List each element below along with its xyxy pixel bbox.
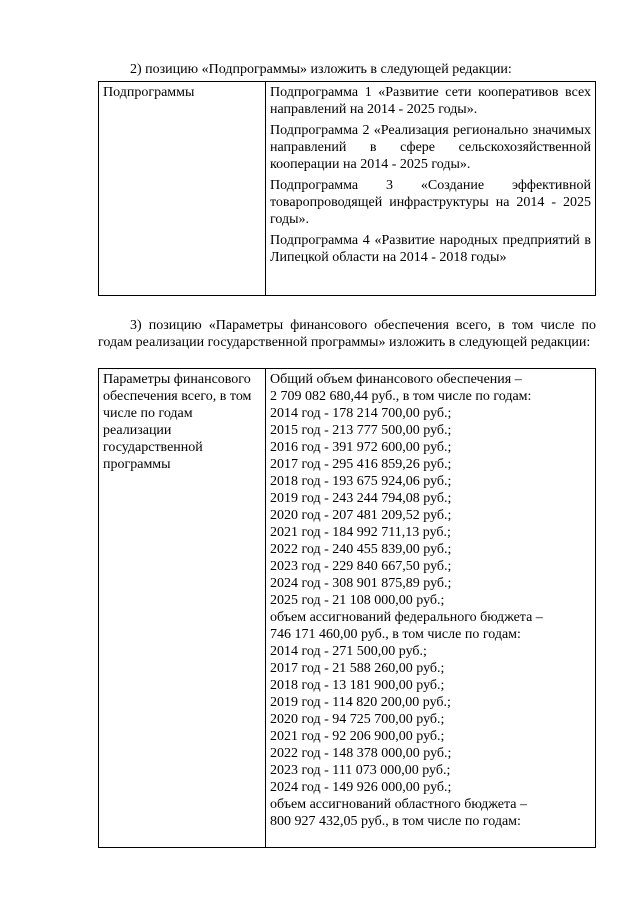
financing-details: [266, 369, 596, 848]
financing-line: 2024 год - 149 926 000,00 руб.;: [270, 780, 452, 795]
subprograms-list: [266, 82, 596, 296]
financing-line: 2024 год - 308 901 875,89 руб.;: [270, 576, 452, 591]
financing-line: 2014 год - 178 214 700,00 руб.;: [270, 406, 452, 421]
financing-label: Параметры финансового обеспечения всего, в том числе по годам реализации государственной программы: [99, 369, 266, 848]
financing-line: 2017 год - 295 416 859,26 руб.;: [270, 457, 452, 472]
financing-line: 2022 год - 148 378 000,00 руб.;: [270, 746, 452, 761]
financing-table: [98, 368, 596, 848]
paragraph-item-2: 2) позицию «Подпрограммы» изложить в следующей редакции:: [130, 62, 512, 77]
financing-line: 2018 год - 13 181 900,00 руб.;: [270, 678, 445, 693]
table-row: [99, 369, 596, 848]
subprogram-entry-3: Подпрограмма 3 «Создание эффективной товаропроводящей инфраструктуры на 2014 - 2025 годы».: [270, 178, 591, 227]
financing-line: 2020 год - 207 481 209,52 руб.;: [270, 508, 452, 523]
financing-line: 2016 год - 391 972 600,00 руб.;: [270, 440, 452, 455]
financing-line: 2020 год - 94 725 700,00 руб.;: [270, 712, 445, 727]
financing-line: 2022 год - 240 455 839,00 руб.;: [270, 542, 452, 557]
financing-line: 2019 год - 114 820 200,00 руб.;: [270, 695, 451, 710]
subprogram-entry-4: Подпрограмма 4 «Развитие народных предприятий в Липецкой области на 2014 - 2018 годы»: [270, 233, 591, 265]
financing-line: 2019 год - 243 244 794,08 руб.;: [270, 491, 452, 506]
financing-line: Общий объем финансового обеспечения –: [270, 372, 522, 387]
subprograms-table: [98, 81, 596, 296]
financing-line: объем ассигнований федерального бюджета –: [270, 610, 543, 625]
financing-line: 2021 год - 184 992 711,13 руб.;: [270, 525, 451, 540]
paragraph-item-3: 3) позицию «Параметры финансового обеспечения всего, в том числе по годам реализации государственной программы» изложить в следующей редакции:: [98, 318, 596, 350]
financing-line: объем ассигнований областного бюджета –: [270, 797, 527, 812]
subprogram-entry-1: Подпрограмма 1 «Развитие сети кооперативов всех направлений на 2014 - 2025 годы».: [270, 85, 591, 117]
financing-line: 2014 год - 271 500,00 руб.;: [270, 644, 427, 659]
financing-line: 2021 год - 92 206 900,00 руб.;: [270, 729, 445, 744]
financing-line: 746 171 460,00 руб., в том числе по годам:: [270, 627, 521, 642]
financing-line: 2 709 082 680,44 руб., в том числе по годам:: [270, 389, 532, 404]
financing-line: 800 927 432,05 руб., в том числе по годам:: [270, 814, 521, 829]
financing-line: 2023 год - 111 073 000,00 руб.;: [270, 763, 451, 778]
table-row: [99, 82, 596, 296]
subprograms-label: Подпрограммы: [99, 82, 266, 296]
financing-line: 2023 год - 229 840 667,50 руб.;: [270, 559, 452, 574]
subprogram-entry-2: Подпрограмма 2 «Реализация регионально значимых направлений в сфере сельскохозяйственной кооперации на 2014 - 2025 годы».: [270, 123, 591, 172]
financing-line: 2025 год - 21 108 000,00 руб.;: [270, 593, 445, 608]
financing-line: 2017 год - 21 588 260,00 руб.;: [270, 661, 445, 676]
financing-line: 2015 год - 213 777 500,00 руб.;: [270, 423, 452, 438]
financing-line: 2018 год - 193 675 924,06 руб.;: [270, 474, 452, 489]
